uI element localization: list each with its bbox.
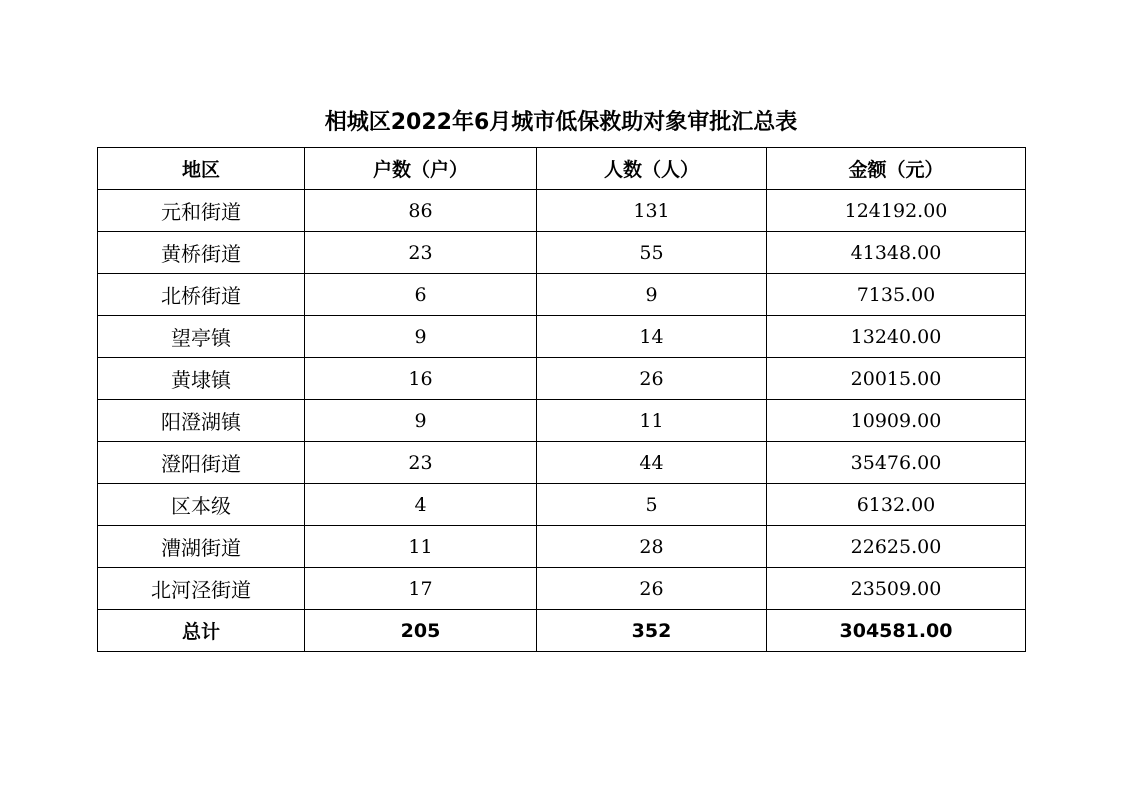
cell-households: 11	[305, 526, 537, 568]
cell-households: 23	[305, 232, 537, 274]
cell-amount: 6132.00	[767, 484, 1026, 526]
cell-region: 望亭镇	[98, 316, 305, 358]
table-row	[98, 316, 1026, 358]
cell-persons: 14	[537, 316, 767, 358]
table-header-row	[98, 148, 1026, 190]
cell-amount: 35476.00	[767, 442, 1026, 484]
cell-amount: 10909.00	[767, 400, 1026, 442]
header-persons: 人数（人）	[537, 148, 767, 190]
cell-region: 区本级	[98, 484, 305, 526]
cell-households: 6	[305, 274, 537, 316]
cell-amount: 124192.00	[767, 190, 1026, 232]
cell-amount: 13240.00	[767, 316, 1026, 358]
document-title: 相城区2022年6月城市低保救助对象审批汇总表	[324, 110, 798, 135]
cell-amount: 22625.00	[767, 526, 1026, 568]
total-amount: 304581.00	[767, 610, 1026, 652]
total-persons: 352	[537, 610, 767, 652]
cell-households: 9	[305, 316, 537, 358]
table-row	[98, 274, 1026, 316]
table-row	[98, 190, 1026, 232]
cell-persons: 9	[537, 274, 767, 316]
table-row	[98, 358, 1026, 400]
table-row	[98, 526, 1026, 568]
table-row	[98, 442, 1026, 484]
cell-region: 黄埭镇	[98, 358, 305, 400]
cell-households: 4	[305, 484, 537, 526]
cell-households: 86	[305, 190, 537, 232]
cell-amount: 41348.00	[767, 232, 1026, 274]
cell-persons: 11	[537, 400, 767, 442]
cell-region: 元和街道	[98, 190, 305, 232]
cell-region: 黄桥街道	[98, 232, 305, 274]
table-row	[98, 232, 1026, 274]
cell-persons: 26	[537, 568, 767, 610]
header-households: 户数（户）	[305, 148, 537, 190]
cell-amount: 7135.00	[767, 274, 1026, 316]
cell-households: 23	[305, 442, 537, 484]
cell-region: 漕湖街道	[98, 526, 305, 568]
cell-households: 16	[305, 358, 537, 400]
cell-region: 北桥街道	[98, 274, 305, 316]
cell-region: 澄阳街道	[98, 442, 305, 484]
table-row	[98, 568, 1026, 610]
cell-persons: 28	[537, 526, 767, 568]
cell-persons: 55	[537, 232, 767, 274]
total-label: 总计	[98, 610, 305, 652]
table-row	[98, 484, 1026, 526]
cell-persons: 131	[537, 190, 767, 232]
header-amount: 金额（元）	[767, 148, 1026, 190]
cell-persons: 5	[537, 484, 767, 526]
cell-amount: 23509.00	[767, 568, 1026, 610]
total-households: 205	[305, 610, 537, 652]
cell-amount: 20015.00	[767, 358, 1026, 400]
cell-households: 9	[305, 400, 537, 442]
table-row	[98, 400, 1026, 442]
summary-table	[97, 147, 1026, 652]
total-row	[98, 610, 1026, 652]
cell-persons: 44	[537, 442, 767, 484]
cell-region: 北河泾街道	[98, 568, 305, 610]
cell-region: 阳澄湖镇	[98, 400, 305, 442]
header-region: 地区	[98, 148, 305, 190]
cell-households: 17	[305, 568, 537, 610]
cell-persons: 26	[537, 358, 767, 400]
